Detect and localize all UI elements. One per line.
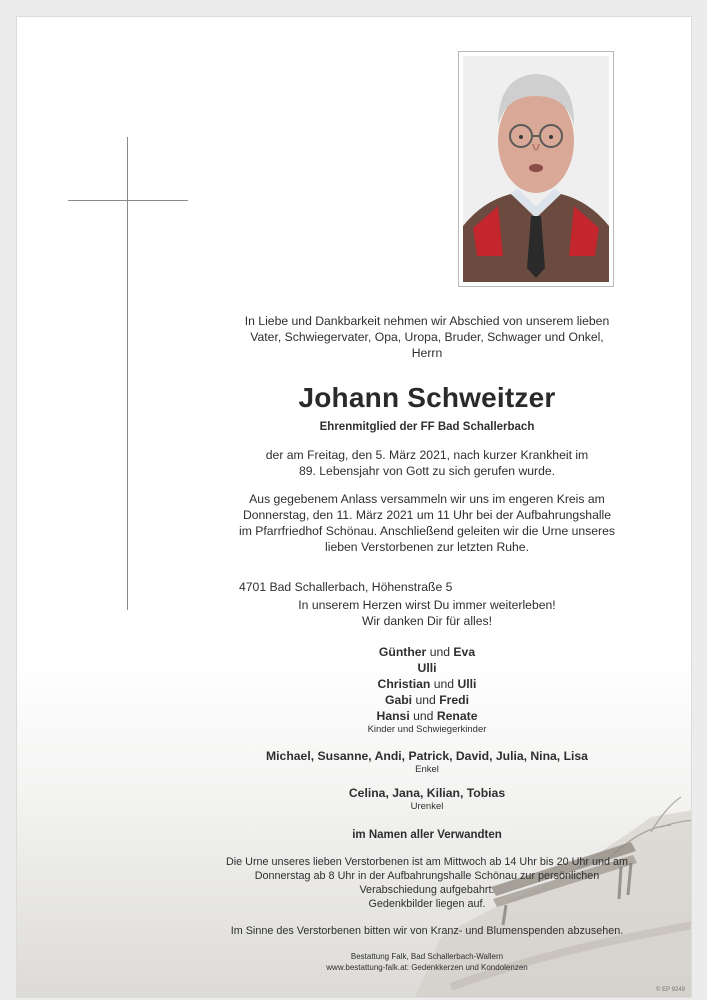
couple-row: Ulli bbox=[417, 661, 437, 675]
urn-line: Donnerstag ab 8 Uhr in der Aufbahrungshalle Schönau zur persönlichen bbox=[254, 870, 600, 882]
cross-horizontal-line bbox=[68, 200, 188, 201]
urn-line: Gedenkbilder liegen auf. bbox=[368, 898, 486, 910]
couple-row: Günther und Eva bbox=[378, 645, 476, 659]
couple-row: Christian und Ulli bbox=[377, 677, 477, 691]
honor-title: Ehrenmitglied der FF Bad Schallerbach bbox=[319, 421, 535, 433]
grandchildren-label: Enkel bbox=[415, 764, 439, 775]
funeral-home-line: Bestattung Falk, Bad Schallerbach-Wallern bbox=[350, 952, 504, 961]
farewell-quote bbox=[207, 597, 647, 629]
funeral-line: Aus gegebenem Anlass versammeln wir uns im engeren Kreis am bbox=[249, 492, 605, 506]
death-line: 89. Lebensjahr von Gott zu sich gerufen wurde. bbox=[298, 464, 556, 478]
obituary-sheet bbox=[16, 16, 692, 998]
great-grandchildren-label: Urenkel bbox=[410, 801, 444, 812]
urn-line: Die Urne unseres lieben Verstorbenen ist am Mittwoch ab 14 Uhr bis 20 Uhr und am bbox=[225, 856, 629, 868]
quote-line: In unserem Herzen wirst Du immer weiterleben! bbox=[298, 598, 556, 612]
print-code: © EP 9249 bbox=[656, 987, 685, 993]
cross-vertical-line bbox=[127, 137, 128, 610]
couple-row: Gabi und Fredi bbox=[384, 693, 469, 707]
portrait-photo bbox=[458, 51, 614, 287]
address: 4701 Bad Schallerbach, Höhenstraße 5 bbox=[239, 580, 453, 594]
children-label: Kinder und Schwiegerkinder bbox=[367, 724, 487, 735]
great-grandchildren bbox=[207, 785, 647, 813]
quote-line: Wir danken Dir für alles! bbox=[361, 614, 493, 628]
intro-line: Vater, Schwiegervater, Opa, Uropa, Bruder, Schwager und Onkel, bbox=[250, 330, 604, 344]
urn-info bbox=[207, 855, 647, 911]
all-relatives: im Namen aller Verwandten bbox=[352, 829, 502, 841]
children-list bbox=[207, 644, 647, 736]
funeral-home bbox=[207, 951, 647, 973]
deceased-name: Johann Schweitzer bbox=[298, 382, 556, 413]
grandchildren bbox=[207, 748, 647, 776]
funeral-notice bbox=[207, 491, 647, 555]
urn-line: Verabschiedung aufgebahrt. bbox=[359, 884, 495, 896]
grandchildren-names: Michael, Susanne, Andi, Patrick, David, Julia, Nina, Lisa bbox=[266, 749, 588, 763]
funeral-line: im Pfarrfriedhof Schönau. Anschließend geleiten wir die Urne unseres bbox=[239, 524, 615, 538]
great-grandchildren-names: Celina, Jana, Kilian, Tobias bbox=[348, 786, 506, 800]
funeral-line: lieben Verstorbenen zur letzten Ruhe. bbox=[325, 540, 529, 554]
funeral-line: Donnerstag, den 11. März 2021 um 11 Uhr bei der Aufbahrungshalle bbox=[242, 508, 612, 522]
portrait-image bbox=[463, 56, 609, 282]
intro-line: Herrn bbox=[411, 346, 443, 360]
intro-text bbox=[207, 313, 647, 361]
death-line: der am Freitag, den 5. März 2021, nach kurzer Krankheit im bbox=[265, 448, 589, 462]
donation-wish: Im Sinne des Verstorbenen bitten wir von Kranz- und Blumenspenden abzusehen. bbox=[230, 925, 624, 937]
funeral-home-line: www.bestattung-falk.at: Gedenkkerzen und Kondolenzen bbox=[326, 963, 528, 972]
death-notice bbox=[207, 447, 647, 479]
intro-line: In Liebe und Dankbarkeit nehmen wir Abschied von unserem lieben bbox=[244, 314, 610, 328]
couple-row: Hansi und Renate bbox=[376, 709, 478, 723]
